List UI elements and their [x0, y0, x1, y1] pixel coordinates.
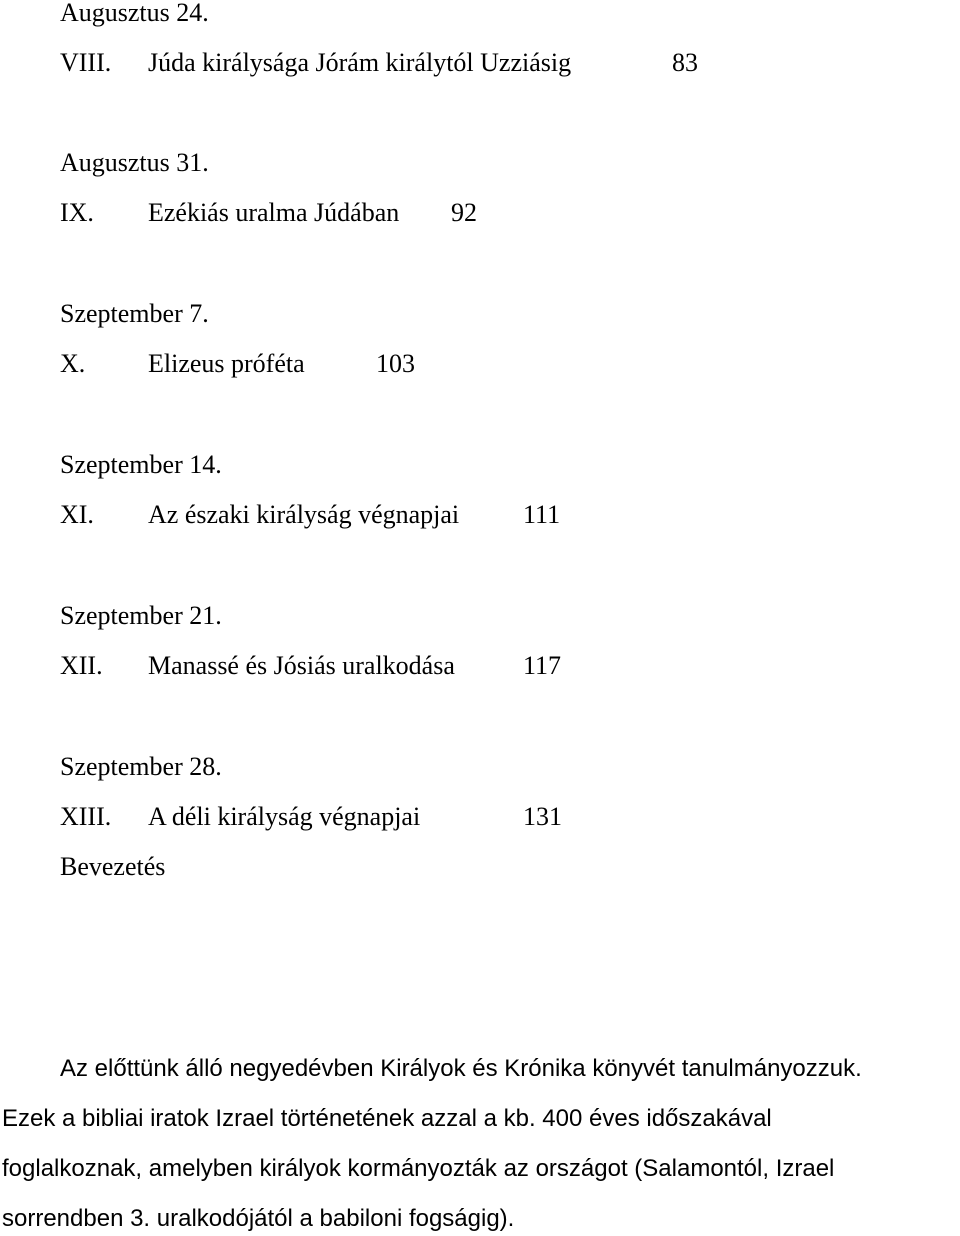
body-line: Ezek a bibliai iratok Izrael történetének azzal a kb. 400 éves időszakával	[2, 1105, 772, 1132]
toc-date: Szeptember 7.	[60, 299, 209, 328]
toc-date: Szeptember 14.	[60, 450, 222, 479]
toc-chapter-number: XI.	[60, 500, 94, 529]
toc-chapter-title: Júda királysága Jórám királytól Uzziásig	[148, 48, 572, 77]
toc-date: Szeptember 28.	[60, 752, 222, 781]
toc-date: Szeptember 21.	[60, 601, 222, 630]
toc-chapter-title: Ezékiás uralma Júdában	[148, 198, 400, 227]
body-line: Az előttünk álló negyedévben Királyok és Krónika könyvét tanulmányozzuk.	[60, 1055, 862, 1082]
toc-page-number: 92	[451, 198, 477, 227]
toc-page-number: 111	[523, 500, 561, 529]
toc-chapter-number: XII.	[60, 651, 103, 680]
toc-chapter-number: IX.	[60, 198, 94, 227]
toc-page-number: 103	[376, 349, 415, 378]
toc-date: Augusztus 24.	[60, 0, 209, 27]
intro-heading: Bevezetés	[60, 852, 166, 881]
toc-chapter-title: Az északi királyság végnapjai	[148, 500, 460, 529]
toc-chapter-number: X.	[60, 349, 86, 378]
toc-page-number: 83	[672, 48, 698, 77]
toc-chapter-title: A déli királyság végnapjai	[148, 802, 421, 831]
toc-page-number: 131	[523, 802, 562, 831]
toc-chapter-number: XIII.	[60, 802, 112, 831]
toc-chapter-title: Manassé és Jósiás uralkodása	[148, 651, 455, 680]
body-line: foglalkoznak, amelyben királyok kormányozták az országot (Salamontól, Izrael	[2, 1155, 835, 1182]
body-line: sorrendben 3. uralkodójától a babiloni fogságig).	[2, 1205, 515, 1232]
toc-chapter-number: VIII.	[60, 48, 112, 77]
toc-chapter-title: Elizeus próféta	[148, 349, 305, 378]
toc-date: Augusztus 31.	[60, 148, 209, 177]
toc-page-number: 117	[523, 651, 562, 680]
